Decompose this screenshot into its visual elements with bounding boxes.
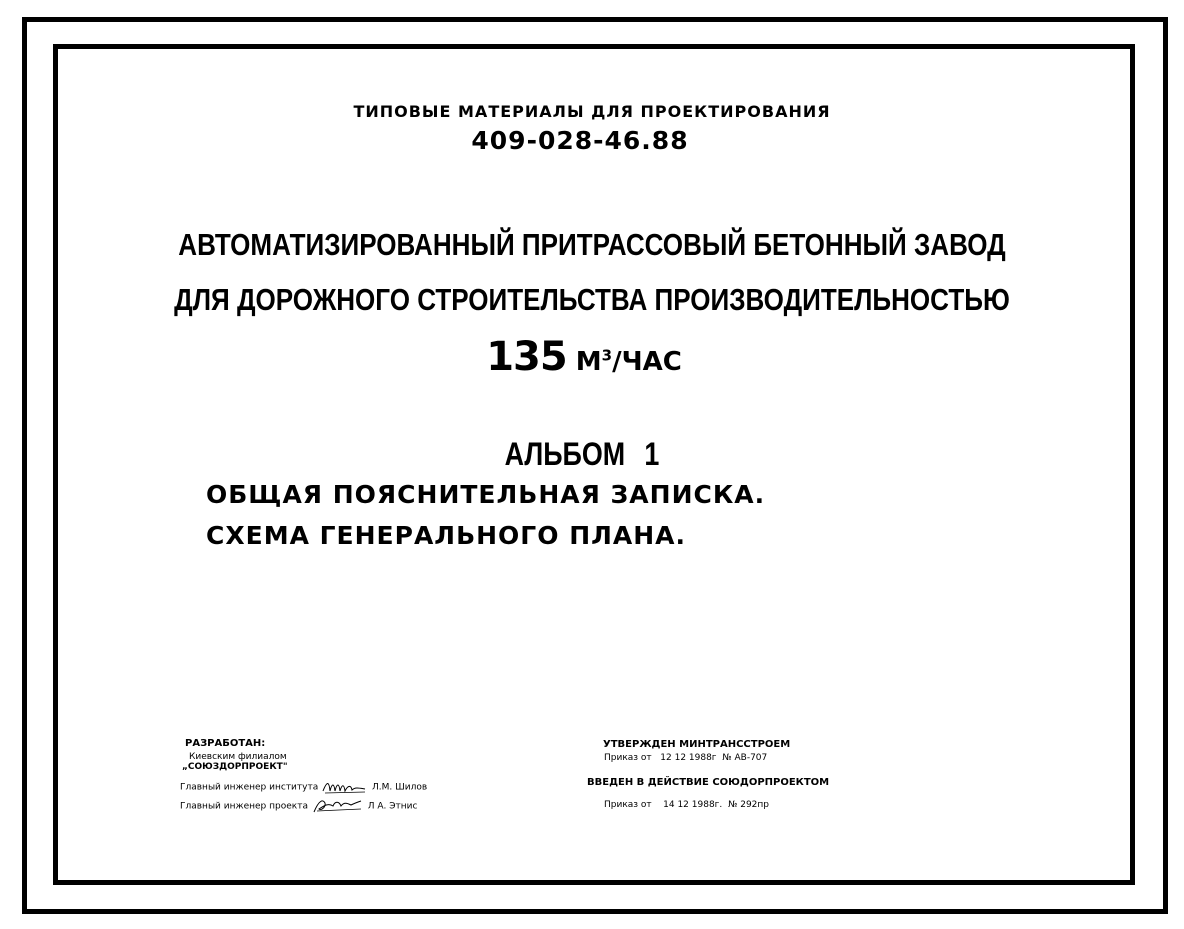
chief-institute-name: Л.М. Шилов	[371, 782, 428, 793]
order-1-row	[604, 753, 767, 763]
order-1-label: Приказ от	[604, 753, 652, 763]
order-1-date: 12 12 1988г	[660, 753, 717, 763]
chief-project-row	[180, 797, 417, 815]
signature-shilov-icon	[321, 779, 369, 795]
approved-by: УТВЕРЖДЕН МИНТРАНССТРОЕМ	[603, 739, 791, 750]
title-line-2: ДЛЯ ДОРОЖНОГО СТРОИТЕЛЬСТВА ПРОИЗВОДИТЕЛЬНОСТЬЮ	[174, 282, 1010, 317]
chief-project-role: Главный инженер проекта	[180, 801, 308, 812]
chief-institute-role: Главный инженер института	[180, 782, 319, 793]
capacity	[0, 334, 1176, 380]
capacity-unit-m: М	[575, 347, 602, 377]
capacity-unit-exp: 3	[601, 346, 613, 365]
signature-etnis-icon	[311, 797, 365, 815]
album-subtitle-2: СХЕМА ГЕНЕРАЛЬНОГО ПЛАНА.	[206, 521, 686, 550]
series-title: ТИПОВЫЕ МАТЕРИАЛЫ ДЛЯ ПРОЕКТИРОВАНИЯ	[353, 102, 831, 121]
capacity-value: 135	[486, 334, 567, 380]
chief-project-name: Л А. Этнис	[367, 801, 418, 812]
developer-org-line-2: „СОЮЗДОРПРОЕКТ"	[182, 762, 288, 772]
album-label: АЛЬБОМ 1	[504, 436, 660, 472]
document-code: 409-028-46.88	[471, 126, 689, 155]
developer-org-line-1: Киевским филиалом	[189, 752, 287, 762]
album-subtitle-1: ОБЩАЯ ПОЯСНИТЕЛЬНАЯ ЗАПИСКА.	[206, 480, 766, 509]
chief-institute-row	[180, 779, 427, 795]
capacity-unit-rest: /ЧАС	[612, 347, 682, 377]
order-2-date: 14 12 1988г.	[663, 800, 723, 810]
order-1-number: № АВ-707	[722, 753, 768, 763]
developer-heading: РАЗРАБОТАН:	[185, 738, 266, 749]
order-2-row	[604, 800, 769, 810]
enacted-by: ВВЕДЕН В ДЕЙСТВИЕ СОЮДОРПРОЕКТОМ	[587, 777, 830, 788]
order-2-label: Приказ от	[604, 800, 652, 810]
order-2-number: № 292пр	[728, 800, 769, 810]
title-line-1: АВТОМАТИЗИРОВАННЫЙ ПРИТРАССОВЫЙ БЕТОННЫЙ ЗАВОД	[178, 227, 1006, 262]
